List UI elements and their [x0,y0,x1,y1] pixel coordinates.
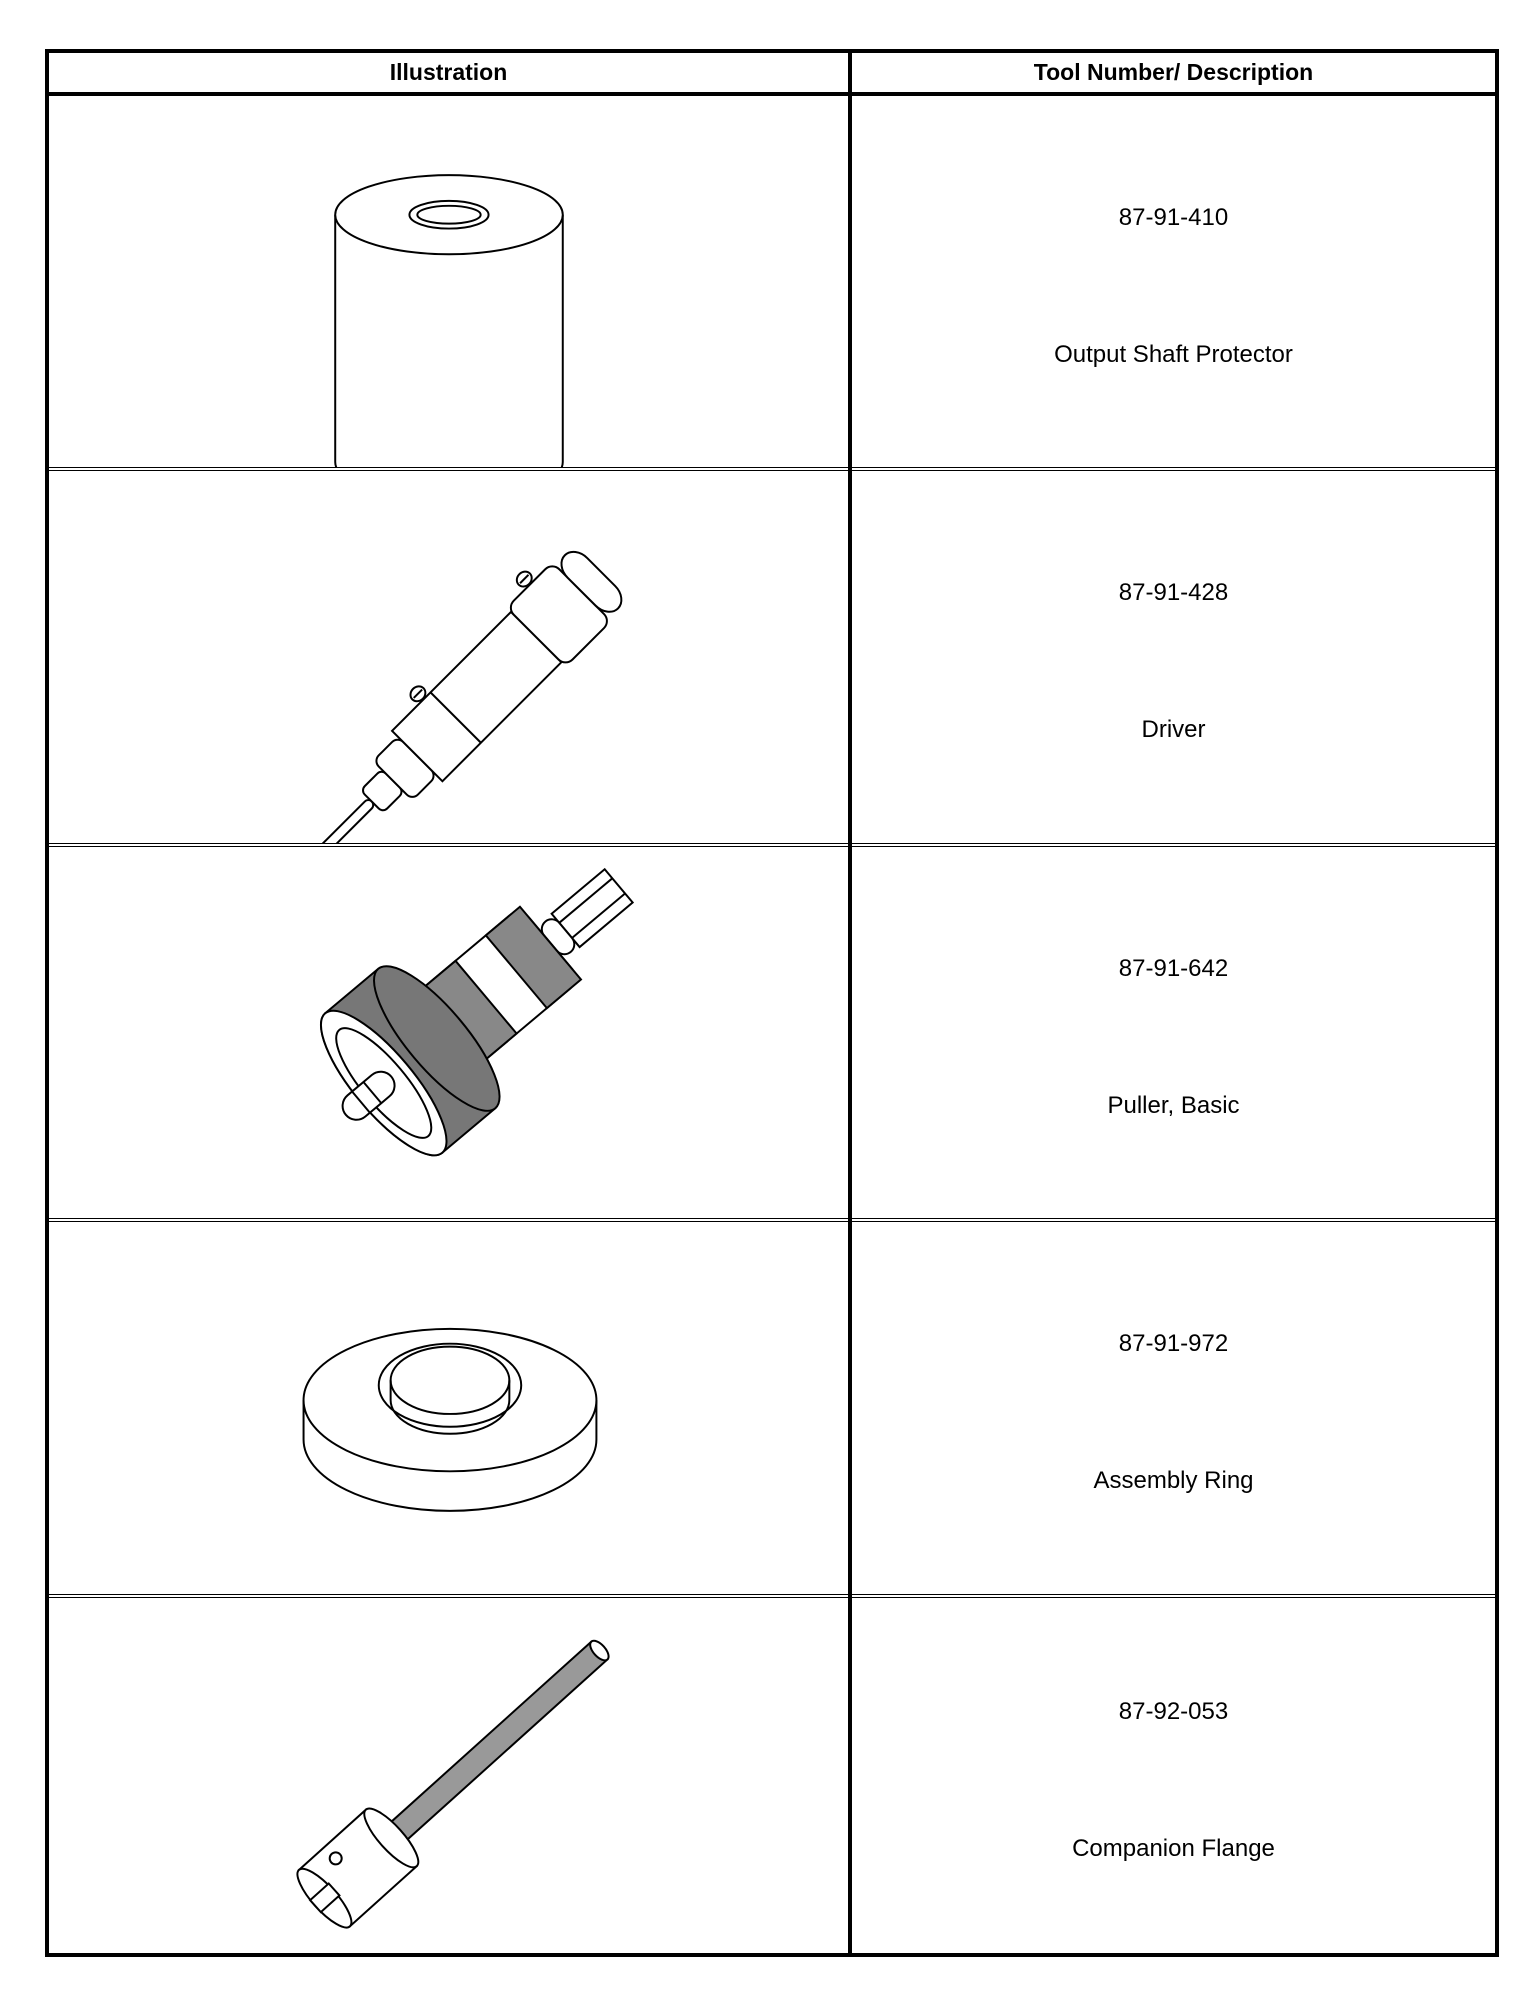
illustration-column-header: Illustration [389,59,508,85]
table-row [49,847,1495,1222]
tool-number: 87-91-642 [1118,955,1229,982]
driver-tool-icon [49,471,848,843]
table-row [49,471,1495,847]
tool-info [852,1598,1495,1953]
tool-number: 87-91-428 [1118,579,1229,606]
threaded-flange-tool-icon [49,1598,848,1953]
tool-info [852,471,1495,843]
tool-number: 87-92-053 [1118,1698,1229,1725]
cylinder-protector-icon [49,96,848,467]
assembly-ring-icon [49,1222,848,1594]
tool-info [852,847,1495,1218]
tool-name: Output Shaft Protector [1054,341,1293,368]
special-tools-table [45,49,1499,1957]
puller-tool-icon [49,847,848,1218]
tool-info [852,96,1495,467]
tool-name: Puller, Basic [1107,1092,1240,1119]
table-row [49,1222,1495,1598]
tool-info [852,1222,1495,1594]
table-row [49,1598,1495,1953]
table-row [49,96,1495,471]
table-header [49,53,1495,96]
tool-description-column-header: Tool Number/ Description [1033,59,1314,85]
tool-name: Companion Flange [1072,1835,1275,1862]
tool-name: Driver [1141,716,1206,743]
tool-number: 87-91-972 [1118,1330,1229,1357]
tool-name: Assembly Ring [1093,1467,1254,1494]
tool-number: 87-91-410 [1118,204,1229,231]
